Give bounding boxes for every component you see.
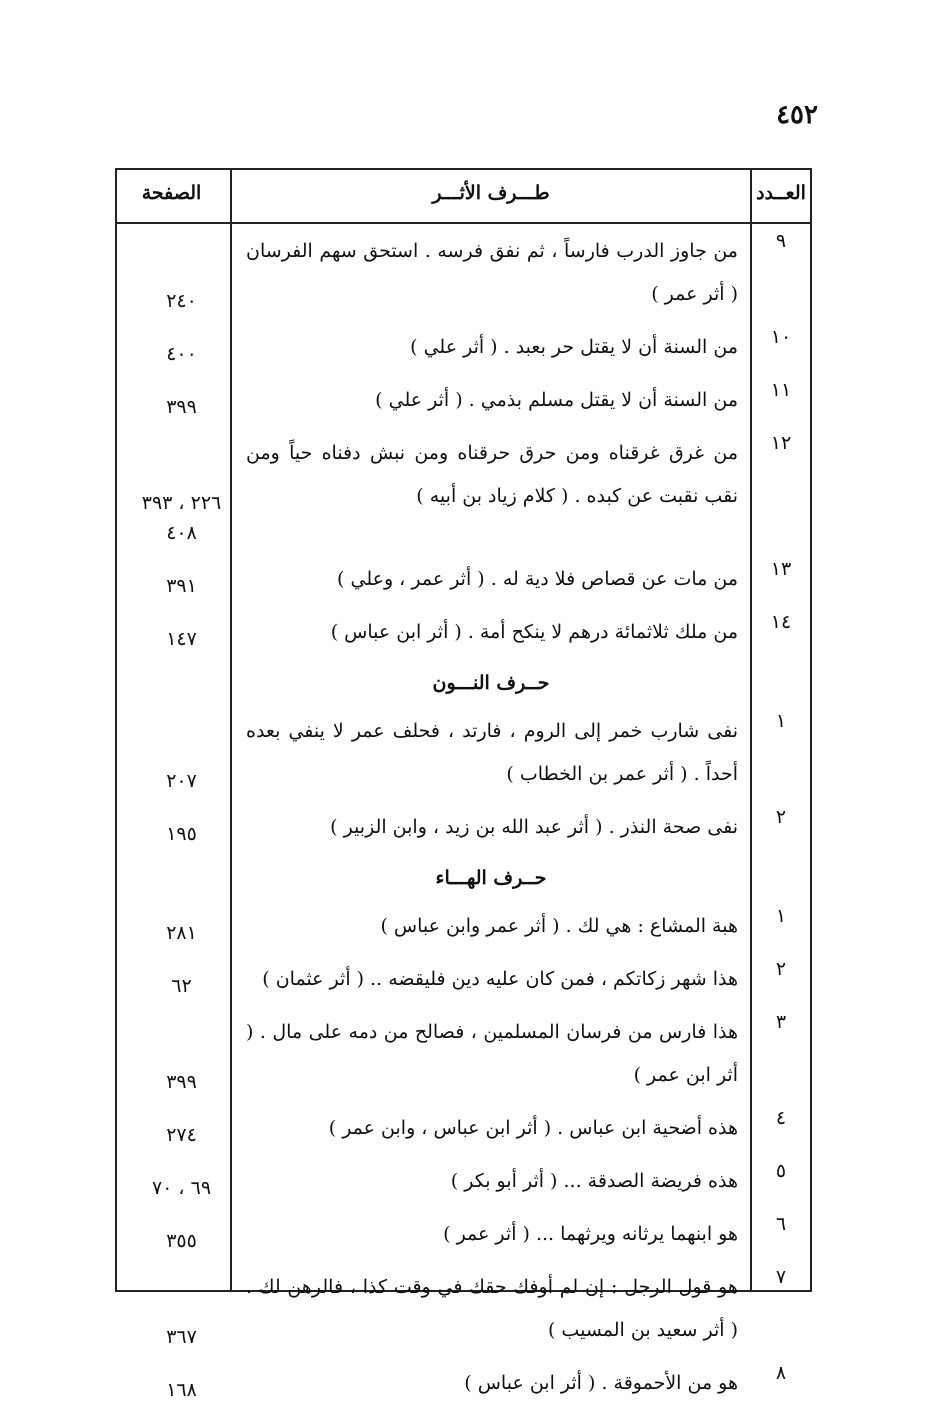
entry-page: ٦٩ ، ٧٠ [151,1177,212,1199]
entry-number [752,522,810,528]
table-row [117,1154,810,1207]
section-heading: حــرف الهـــاء [435,867,547,889]
entry-page: ١٦٨ [166,1379,197,1401]
entry-number: ٤ [775,1107,787,1129]
entry-number: ٢ [775,806,787,828]
table-row [117,899,810,952]
entry-text: هذه أضحية ابن عباس . ( أثر ابن عباس ، وابن عمر ) [328,1117,738,1139]
table-row [117,1260,810,1356]
entry-page: ٦٢ [171,975,192,997]
entry-number: ٢ [775,958,787,980]
header-number: العــدد [756,182,806,204]
table-row [117,320,810,373]
index-table [115,168,812,1401]
entry-number: ١٣ [770,558,792,580]
entry-text: من ملك ثلاثمائة درهم لا ينكح أمة . ( أثر ابن عباس ) [330,621,738,643]
table-row [117,1356,810,1409]
entry-text: هو ابنهما يرثانه ويرثهما ... ( أثر عمر ) [443,1223,738,1245]
section-heading: حــرف النـــون [432,672,550,694]
header-text: طـــرف الأثـــر [432,182,550,204]
entry-page: ٢٢٦ ، ٣٩٣ [141,492,222,514]
entry-page: ٣٥٥ [166,1230,197,1252]
entry-number: ١٠ [770,326,792,348]
entry-page: ٣٩١ [166,575,197,597]
entry-page: ١٤٧ [166,628,197,650]
entry-text: هبة المشاع : هي لك . ( أثر عمر وابن عباس ) [380,915,738,937]
entry-page: ٢٧٤ [166,1124,197,1146]
table-row [117,605,810,658]
entry-page: ٢٠٧ [166,770,197,792]
entry-text: من السنة أن لا يقتل مسلم بذمي . ( أثر علي ) [375,389,738,411]
entry-page: ٢٤٠ [166,290,197,312]
entry-page: ٣٦٧ [166,1326,197,1348]
entry-number: ١١ [770,379,792,401]
entry-text: من غرق غرقناه ومن حرق حرقناه ومن نبش دفناه حياً ومن نقب نقبت عن كبده . ( كلام زياد بن أبيه ) [246,442,738,507]
entry-text: نفى شارب خمر إلى الروم ، فارتد ، فحلف عمر لا ينفي بعده أحداً . ( أثر عمر بن الخطاب ) [246,720,738,785]
entry-text: من مات عن قصاص فلا دية له . ( أثر عمر ، وعلي ) [337,568,738,590]
table-row [117,522,810,552]
entry-text [240,542,752,552]
entry-number: ٩ [775,230,787,252]
entry-text: هذه فريضة الصدقة ... ( أثر أبو بكر ) [450,1170,738,1192]
table-row [117,800,810,853]
entry-text: نفى صحة النذر . ( أثر عبد الله بن زيد ، وابن الزبير ) [330,816,738,838]
entry-page: ٤٠٠ [166,343,197,365]
entry-number: ١٤ [770,611,792,633]
table-row [117,704,810,800]
table-body [117,224,810,1409]
entry-page: ٣٩٩ [166,396,197,418]
entry-number: ١ [775,710,787,732]
table-row [117,1101,810,1154]
entry-number: ١٢ [770,432,792,454]
table-row [117,426,810,522]
page-number: ٤٥٢ [776,100,818,130]
entry-text: من جاوز الدرب فارساً ، ثم نفق فرسه . استحق سهم الفرسان ( أثر عمر ) [246,240,738,305]
entry-number: ١ [775,905,787,927]
entry-page: ١٩٥ [166,823,197,845]
table-row [117,952,810,1005]
table-row [117,552,810,605]
entry-page: ٤٠٨ [166,522,197,544]
entry-number: ٨ [775,1362,787,1384]
table-row [117,1005,810,1101]
entry-number: ٥ [775,1160,787,1182]
entry-number: ٦ [775,1213,787,1235]
entry-page: ٢٨١ [166,922,197,944]
entry-text: من السنة أن لا يقتل حر بعبد . ( أثر علي ) [410,336,738,358]
entry-text: هذا شهر زكاتكم ، فمن كان عليه دين فليقضه .. ( أثر عثمان ) [262,968,738,990]
table-row [117,1207,810,1260]
header-page: الصفحة [141,182,202,204]
table-row [117,373,810,426]
entry-page: ٣٩٩ [166,1071,197,1093]
table-row [117,224,810,320]
entry-text: هذا فارس من فرسان المسلمين ، فصالح من دمه على مال . ( أثر ابن عمر ) [246,1021,738,1086]
entry-number: ٧ [775,1266,787,1288]
entry-number: ٣ [775,1011,787,1033]
entry-text: هو من الأحموقة . ( أثر ابن عباس ) [464,1372,738,1394]
entry-text: هو قول الرجل : إن لم أوفك حقك في وقت كذا ، فالرهن لك . ( أثر سعيد بن المسيب ) [246,1276,738,1341]
